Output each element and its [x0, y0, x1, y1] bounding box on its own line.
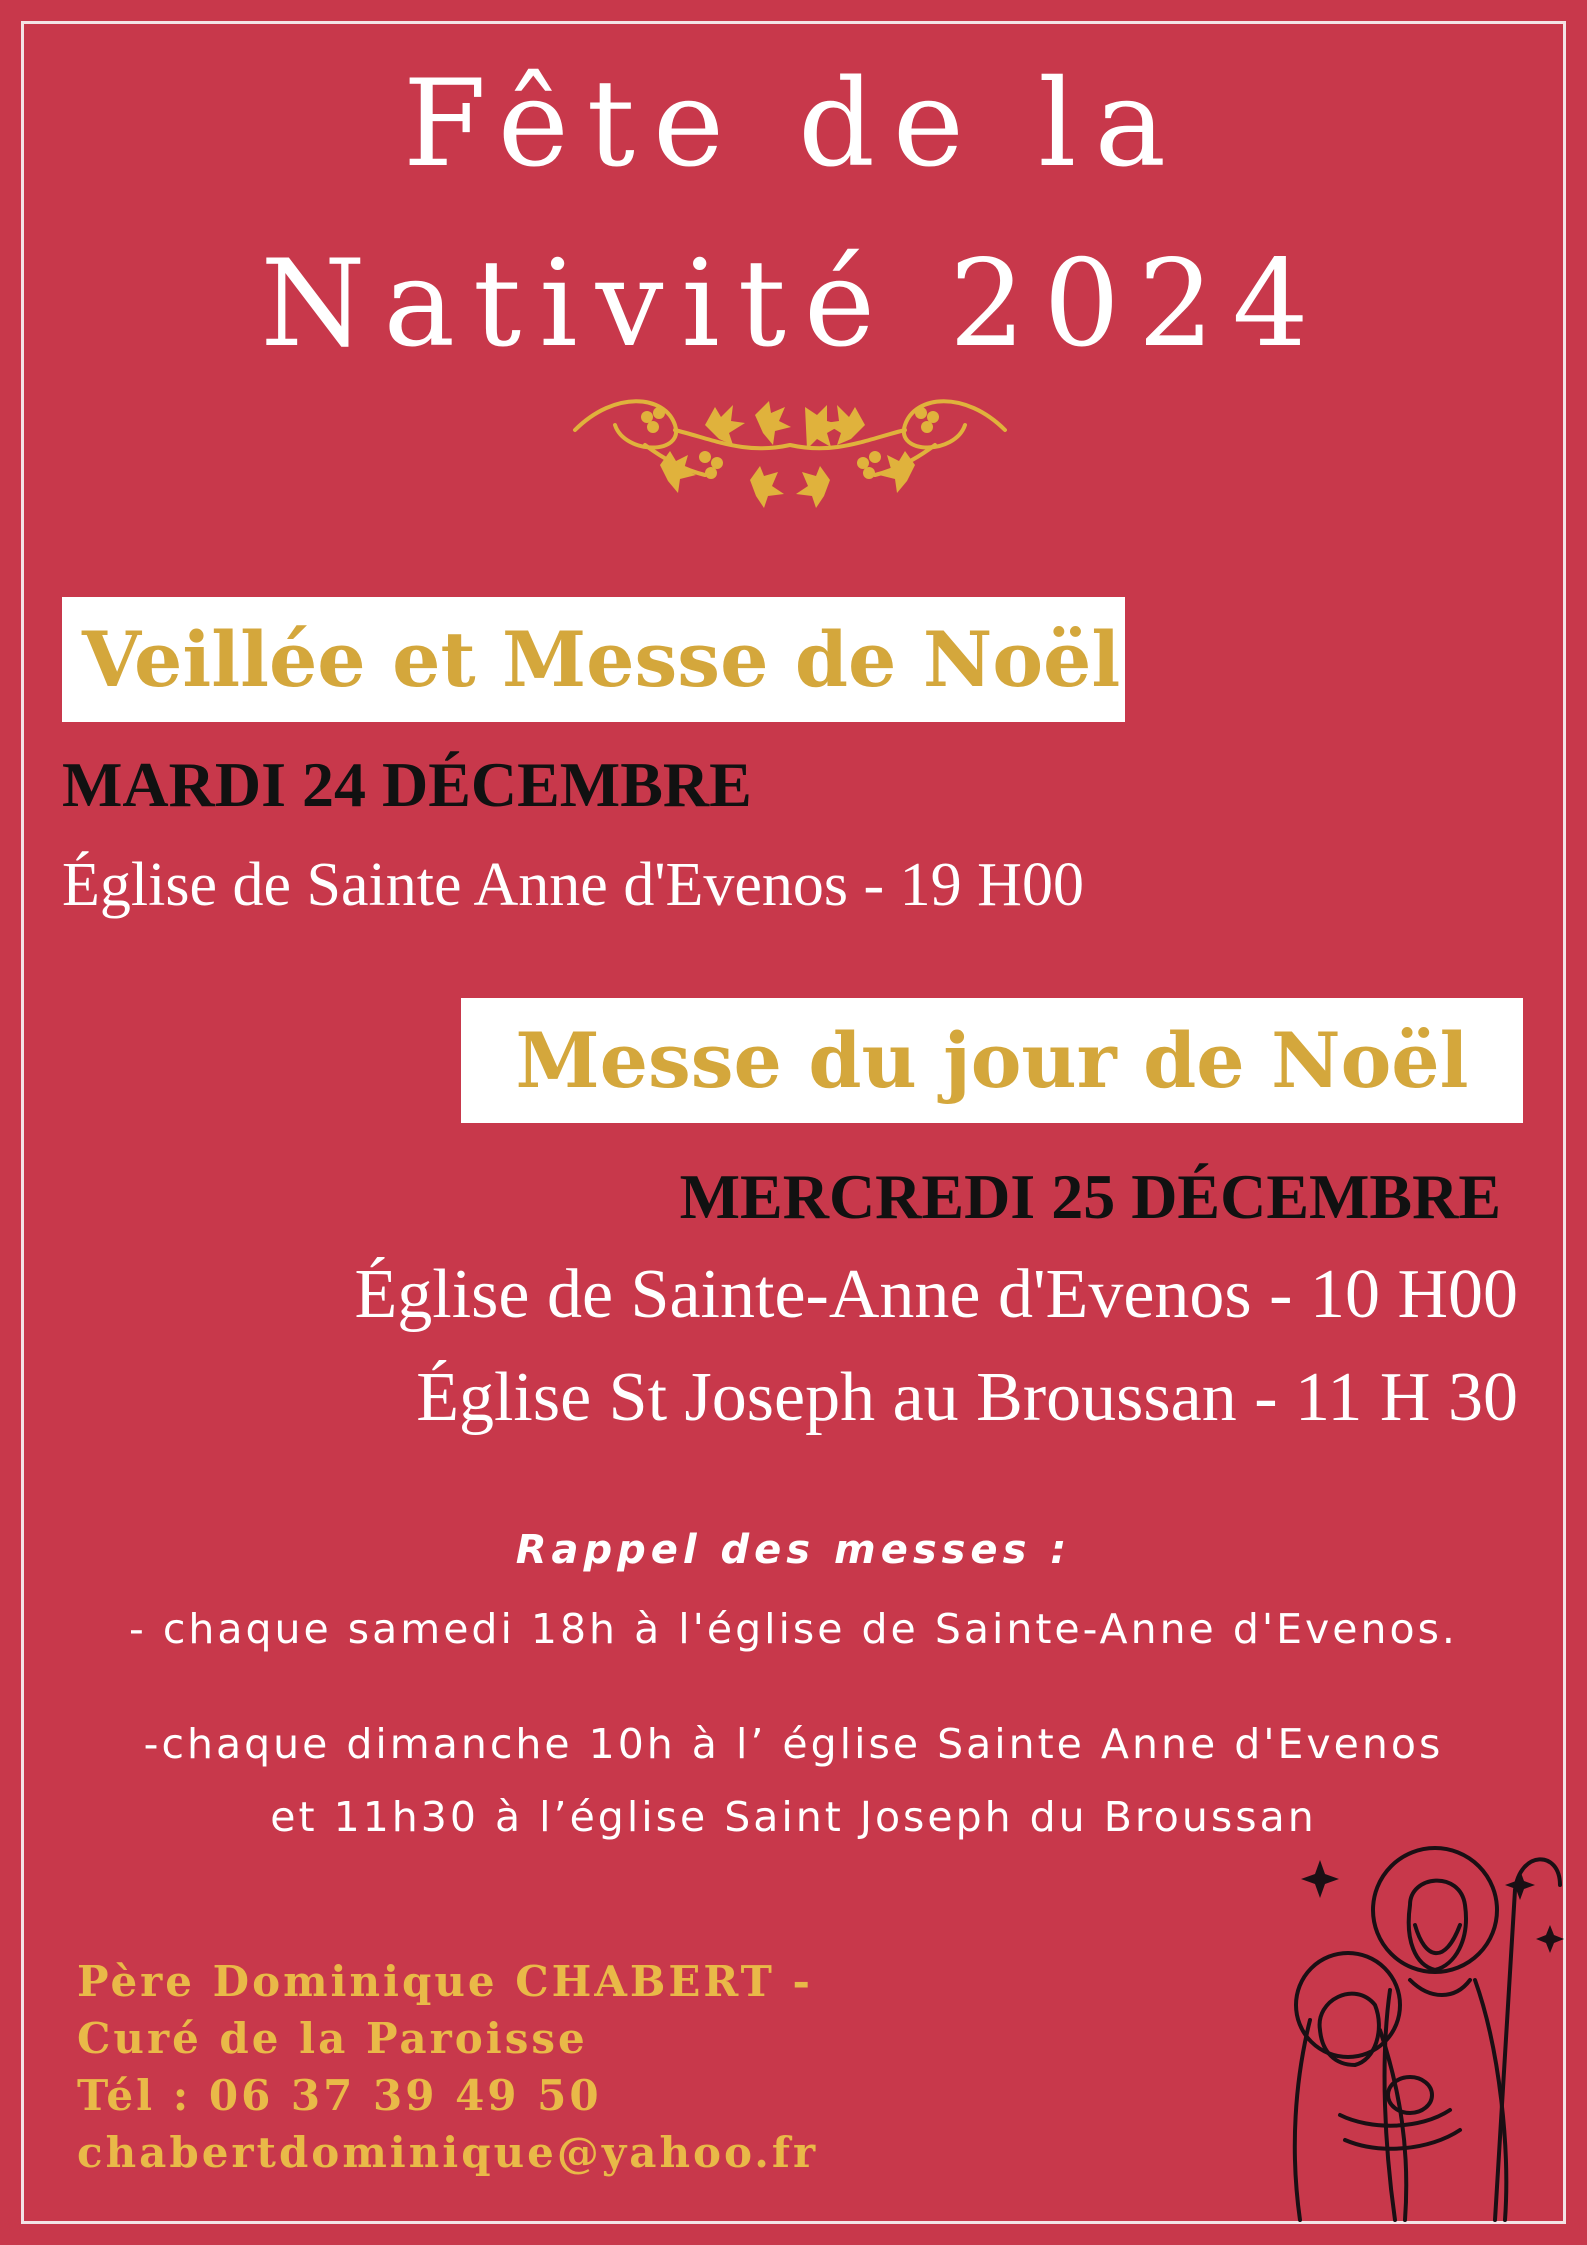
holly-garland-icon [555, 385, 1025, 515]
section-heading-veillee-label: Veillée et Messe de Noël [82, 615, 1121, 704]
section-heading-jour [461, 998, 1523, 1123]
reminder-title: Rappel des messes : [515, 1527, 1072, 1573]
title-line-1: Fête de la [403, 55, 1184, 194]
title-line-2: Nativité 2024 [260, 235, 1327, 374]
section-heading-veillee [62, 597, 1125, 722]
section-heading-jour-label: Messe du jour de Noël [515, 1016, 1469, 1105]
mass-location: Église de Sainte-Anne d'Evenos - 10 H00 [354, 1256, 1518, 1333]
reminder-line: - chaque samedi 18h à l'église de Sainte-Anne d'Evenos. [129, 1605, 1458, 1653]
contact-phone[interactable]: Tél : 06 37 39 49 50 [77, 2071, 602, 2120]
contact-name: Père Dominique CHABERT - [77, 1957, 813, 2006]
holy-family-icon [1260, 1830, 1570, 2230]
mass-location: Église St Joseph au Broussan - 11 H 30 [416, 1359, 1518, 1436]
contact-email[interactable]: chabertdominique@yahoo.fr [77, 2128, 819, 2177]
mass-location: Église de Sainte Anne d'Evenos - 19 H00 [62, 851, 1084, 919]
contact-role: Curé de la Paroisse [77, 2014, 588, 2063]
reminder-line: -chaque dimanche 10h à l’ église Sainte Anne d'Evenos [143, 1720, 1444, 1768]
date-mardi: MARDI 24 DÉCEMBRE [62, 749, 752, 820]
reminder-line: et 11h30 à l’église Saint Joseph du Broussan [270, 1793, 1317, 1841]
date-mercredi: MERCREDI 25 DÉCEMBRE [679, 1161, 1501, 1232]
